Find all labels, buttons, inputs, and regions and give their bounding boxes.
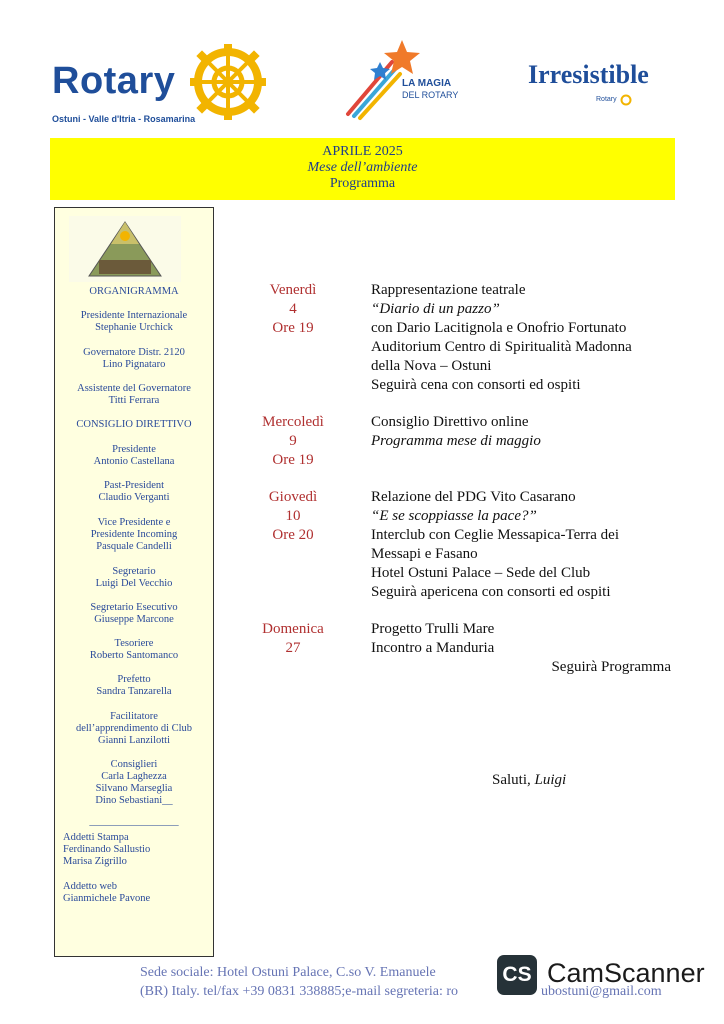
councillor-name: Dino Sebastiani__	[95, 795, 173, 806]
president-name: Antonio Castellana	[93, 456, 175, 467]
councillor-name: Silvano Marseglia	[95, 783, 173, 794]
press-name: Marisa Zigrillo	[63, 856, 127, 867]
event-title: Progetto Trulli Mare	[371, 621, 495, 637]
event-day-number: 27	[285, 640, 301, 656]
event-description	[371, 620, 681, 658]
event-detail: con Dario Lacitignola e Onofrio Fortunato	[371, 320, 627, 336]
event-day-number: 10	[285, 508, 301, 524]
vice-president-role: Vice Presidente e	[97, 517, 171, 528]
past-president-name: Claudio Verganti	[98, 492, 170, 503]
event-title: Consiglio Direttivo online	[371, 414, 529, 430]
footer-phone: (BR) Italy. tel/fax +39 0831 338885;e-mail segreteria: ro	[140, 984, 459, 999]
web-role: Addetto web	[63, 881, 117, 892]
banner-theme: Mese dell’ambiente	[307, 160, 418, 175]
camscanner-badge-icon: CS	[497, 955, 537, 995]
event-show-title: “Diario di un pazzo”	[371, 301, 500, 317]
treasurer-role: Tesoriere	[114, 638, 154, 649]
event-detail: Incontro a Manduria	[371, 640, 495, 656]
event-weekday: Domenica	[262, 621, 324, 637]
governor-name: Lino Pignataro	[102, 359, 166, 370]
facilitator-role-detail: dell’apprendimento di Club	[75, 723, 193, 734]
magia-logo	[340, 36, 480, 128]
event-weekday: Mercoledì	[262, 414, 324, 430]
vice-president-name: Pasquale Candelli	[96, 541, 172, 552]
event-talk-title: “E se scoppiasse la pace?”	[371, 508, 537, 524]
treasurer-name: Roberto Santomanco	[89, 650, 179, 661]
event-date	[233, 620, 353, 658]
event-date	[233, 281, 353, 338]
secretary-name: Luigi Del Vecchio	[95, 578, 173, 589]
organigram-sidebar	[54, 207, 214, 957]
event-date	[233, 413, 353, 470]
prefect-role: Prefetto	[117, 674, 151, 685]
councillors-role: Consiglieri	[110, 759, 158, 770]
irresistible-logo	[528, 60, 673, 116]
event-detail: Interclub con Ceglie Messapica-Terra dei	[371, 527, 620, 543]
assistant-role: Assistente del Governatore	[77, 383, 191, 394]
board-heading: CONSIGLIO DIRETTIVO	[76, 419, 192, 430]
magia-title: LA MAGIA	[402, 78, 452, 89]
facilitator-name: Gianni Lanzilotti	[97, 735, 171, 746]
event-detail: Messapi e Fasano	[371, 546, 478, 562]
mini-wheel-icon	[620, 94, 632, 106]
assistant-name: Titti Ferrara	[108, 395, 160, 406]
secretary-role: Segretario	[112, 566, 156, 577]
event-detail: Auditorium Centro di Spiritualità Madonna	[371, 339, 632, 355]
past-president-role: Past-President	[103, 480, 165, 491]
event-time: Ore 20	[272, 527, 314, 543]
event-time: Ore 19	[272, 320, 314, 336]
event-detail: della Nova – Ostuni	[371, 358, 492, 374]
event-weekday: Venerdì	[269, 282, 317, 298]
greeting-text: Saluti,	[492, 772, 531, 788]
rotary-club-subtitle: Ostuni - Valle d'Itria - Rosamarina	[52, 114, 196, 124]
councillor-name: Carla Laghezza	[101, 771, 167, 782]
follow-program-note: Seguirà Programma	[551, 659, 671, 675]
event-detail: Programma mese di maggio	[371, 433, 541, 449]
banner-month: APRILE 2025	[322, 144, 403, 159]
organigram-heading: ORGANIGRAMMA	[89, 286, 179, 297]
pyramid-emblem-icon	[69, 216, 181, 282]
intl-president-name: Stephanie Urchick	[95, 322, 173, 333]
rotary-logo	[52, 42, 272, 126]
web-name: Gianmichele Pavone	[63, 893, 151, 904]
event-detail: Seguirà cena con consorti ed ospiti	[371, 377, 581, 393]
banner-program: Programma	[329, 176, 396, 191]
rotary-wordmark: Rotary	[52, 60, 176, 102]
governor-role: Governatore Distr. 2120	[83, 347, 185, 358]
facilitator-role: Facilitatore	[110, 711, 158, 722]
event-title: Relazione del PDG Vito Casarano	[371, 489, 576, 505]
press-role: Addetti Stampa	[63, 832, 129, 843]
irresistible-rotary-mark: Rotary	[596, 96, 617, 103]
prefect-name: Sandra Tanzarella	[96, 686, 172, 697]
exec-secretary-role: Segretario Esecutivo	[90, 602, 178, 613]
event-description	[371, 488, 681, 602]
signature-name: Luigi	[534, 772, 567, 788]
event-title: Rappresentazione teatrale	[371, 282, 526, 298]
event-description	[371, 413, 681, 451]
event-day-number: 9	[289, 433, 297, 449]
event-description	[371, 281, 681, 395]
press-name: Ferdinando Sallustio	[63, 844, 151, 855]
event-detail: Hotel Ostuni Palace – Sede del Club	[371, 565, 591, 581]
month-banner	[50, 138, 675, 200]
intl-president-role: Presidente Internazionale	[80, 310, 188, 321]
president-incoming-role: Presidente Incoming	[90, 529, 178, 540]
irresistible-wordmark: Irresistible	[528, 60, 649, 89]
event-day-number: 4	[289, 301, 297, 317]
event-weekday: Giovedì	[268, 489, 318, 505]
closing-greeting	[492, 771, 612, 790]
rotary-wheel-icon	[188, 42, 268, 122]
president-role: Presidente	[112, 444, 156, 455]
camscanner-watermark: CamScanner	[547, 958, 705, 988]
footer-address: Sede sociale: Hotel Ostuni Palace, C.so V. Emanuele	[140, 965, 436, 980]
event-detail: Seguirà apericena con consorti ed ospiti	[371, 584, 611, 600]
event-date	[233, 488, 353, 545]
sidebar-divider: _________________	[89, 816, 179, 827]
event-time: Ore 19	[272, 452, 314, 468]
footer-email: ubostuni@gmail.com	[541, 984, 662, 999]
exec-secretary-name: Giuseppe Marcone	[94, 614, 174, 625]
magia-subtitle: DEL ROTARY	[402, 90, 459, 100]
